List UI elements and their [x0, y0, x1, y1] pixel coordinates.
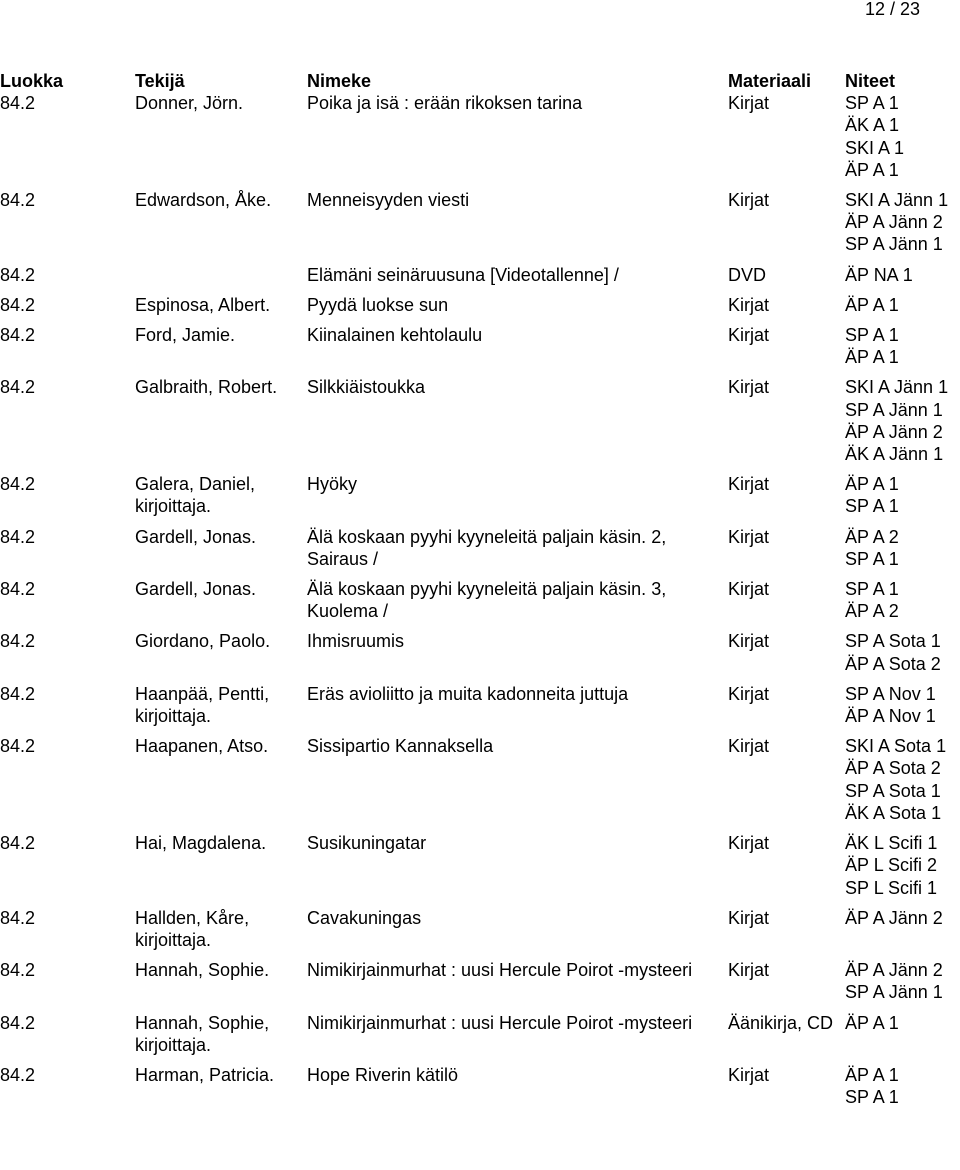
cell-class: 84.2 [0, 1012, 36, 1033]
header-material: Materiaali [728, 71, 812, 91]
cell-material: DVD [728, 264, 767, 285]
page-number: 12 / 23 [864, 0, 920, 19]
cell-class: 84.2 [0, 579, 36, 600]
cell-title: Kiinalainen kehtolaulu [307, 325, 483, 346]
cell-class: 84.2 [0, 294, 36, 315]
cell-material: Kirjat [728, 474, 770, 495]
cell-notes: SP A 1 ÄP A 1 [845, 325, 899, 368]
cell-title: Nimikirjainmurhat : uusi Hercule Poirot -mysteeri [307, 960, 693, 981]
cell-material: Äänikirja, CD [728, 1012, 834, 1033]
table-row [0, 324, 960, 368]
cell-material: Kirjat [728, 631, 770, 652]
catalog-listing [0, 70, 960, 1108]
cell-notes: ÄP A 1 SP A 1 [845, 1064, 899, 1108]
header-notes: Niteet [845, 71, 896, 91]
cell-notes: ÄP A 1 [845, 1012, 899, 1033]
cell-author: Espinosa, Albert. [135, 294, 271, 315]
cell-title: Pyydä luokse sun [307, 294, 449, 315]
table-body [0, 92, 960, 1108]
cell-material: Kirjat [728, 526, 770, 547]
cell-class: 84.2 [0, 631, 36, 652]
cell-class: 84.2 [0, 960, 36, 981]
table-row [0, 907, 960, 951]
cell-notes: SKI A Jänn 1 SP A Jänn 1 ÄP A Jänn 2 ÄK A Jänn 1 [845, 377, 949, 465]
cell-class: 84.2 [0, 93, 36, 114]
table-row [0, 630, 960, 674]
table-header [0, 70, 960, 92]
cell-class: 84.2 [0, 190, 36, 211]
cell-author: Galbraith, Robert. [135, 377, 278, 398]
cell-title: Cavakuningas [307, 907, 422, 928]
cell-author: Hannah, Sophie. [135, 960, 270, 981]
cell-class: 84.2 [0, 325, 36, 346]
table-row [0, 526, 960, 570]
cell-title: Poika ja isä : erään rikoksen tarina [307, 93, 583, 114]
header-title: Nimeke [307, 71, 372, 91]
table-row [0, 735, 960, 824]
cell-class: 84.2 [0, 736, 36, 757]
cell-notes: ÄP A 1 [845, 294, 899, 315]
cell-class: 84.2 [0, 377, 36, 398]
cell-material: Kirjat [728, 377, 770, 398]
table-row [0, 294, 960, 316]
cell-material: Kirjat [728, 294, 770, 315]
table-row [0, 1012, 960, 1056]
cell-title: Älä koskaan pyyhi kyyneleitä paljain käsin. 2, Sairaus / [307, 526, 667, 569]
cell-title: Ihmisruumis [307, 631, 405, 652]
table-row [0, 1064, 960, 1108]
cell-author: Gardell, Jonas. [135, 579, 257, 600]
cell-title: Elämäni seinäruusuna [Videotallenne] / [307, 264, 619, 285]
cell-title: Älä koskaan pyyhi kyyneleitä paljain käsin. 3, Kuolema / [307, 579, 667, 622]
cell-notes: SP A 1 ÄK A 1 SKI A 1 ÄP A 1 [845, 93, 905, 180]
cell-author: Hai, Magdalena. [135, 833, 267, 854]
cell-class: 84.2 [0, 526, 36, 547]
table-row [0, 189, 960, 256]
cell-material: Kirjat [728, 579, 770, 600]
cell-author: Hannah, Sophie, kirjoittaja. [135, 1012, 270, 1055]
cell-material: Kirjat [728, 683, 770, 704]
header-class: Luokka [0, 71, 64, 91]
cell-notes: ÄP A Jänn 2 [845, 907, 943, 928]
table-row [0, 683, 960, 727]
table-row [0, 92, 960, 181]
cell-material: Kirjat [728, 325, 770, 346]
cell-class: 84.2 [0, 474, 36, 495]
cell-title: Menneisyyden viesti [307, 190, 470, 211]
cell-author: Gardell, Jonas. [135, 526, 257, 547]
cell-class: 84.2 [0, 907, 36, 928]
cell-notes: ÄP A 2 SP A 1 [845, 526, 899, 569]
cell-notes: ÄP A 1 SP A 1 [845, 474, 899, 517]
cell-title: Sissipartio Kannaksella [307, 736, 494, 757]
cell-notes: SP A 1 ÄP A 2 [845, 579, 899, 622]
cell-notes: ÄP NA 1 [845, 264, 913, 285]
table-row [0, 376, 960, 465]
table-row [0, 473, 960, 517]
cell-author: Giordano, Paolo. [135, 631, 271, 652]
cell-author: Harman, Patricia. [135, 1064, 275, 1085]
cell-author: Edwardson, Åke. [135, 190, 272, 211]
cell-notes: SP A Sota 1 ÄP A Sota 2 [845, 631, 941, 674]
cell-title: Susikuningatar [307, 833, 427, 854]
cell-class: 84.2 [0, 833, 36, 854]
cell-material: Kirjat [728, 736, 770, 757]
table-row [0, 959, 960, 1003]
cell-material: Kirjat [728, 907, 770, 928]
cell-author: Galera, Daniel, kirjoittaja. [135, 474, 256, 517]
cell-material: Kirjat [728, 960, 770, 981]
cell-notes: SKI A Sota 1 ÄP A Sota 2 SP A Sota 1 ÄK A Sota 1 [845, 736, 947, 823]
cell-author: Hallden, Kåre, kirjoittaja. [135, 907, 250, 950]
cell-notes: SKI A Jänn 1 ÄP A Jänn 2 SP A Jänn 1 [845, 190, 949, 255]
cell-material: Kirjat [728, 833, 770, 854]
cell-title: Hope Riverin kätilö [307, 1064, 459, 1085]
header-author: Tekijä [135, 71, 185, 91]
cell-author: Haanpää, Pentti, kirjoittaja. [135, 683, 270, 727]
cell-author: Donner, Jörn. [135, 93, 244, 114]
cell-class: 84.2 [0, 683, 36, 704]
table-row [0, 264, 960, 286]
cell-notes: SP A Nov 1 ÄP A Nov 1 [845, 683, 936, 727]
cell-author [135, 264, 307, 286]
table-row [0, 578, 960, 622]
table-row [0, 832, 960, 899]
cell-author: Haapanen, Atso. [135, 736, 269, 757]
cell-notes: ÄP A Jänn 2 SP A Jänn 1 [845, 960, 943, 1003]
cell-title: Hyöky [307, 474, 358, 495]
cell-material: Kirjat [728, 93, 770, 114]
cell-class: 84.2 [0, 1064, 36, 1085]
cell-material: Kirjat [728, 1064, 770, 1085]
cell-notes: ÄK L Scifi 1 ÄP L Scifi 2 SP L Scifi 1 [845, 833, 938, 898]
cell-author: Ford, Jamie. [135, 325, 236, 346]
cell-class: 84.2 [0, 264, 36, 285]
cell-material: Kirjat [728, 190, 770, 211]
cell-title: Nimikirjainmurhat : uusi Hercule Poirot -mysteeri [307, 1012, 693, 1033]
cell-title: Silkkiäistoukka [307, 377, 426, 398]
cell-title: Eräs avioliitto ja muita kadonneita juttuja [307, 683, 629, 704]
